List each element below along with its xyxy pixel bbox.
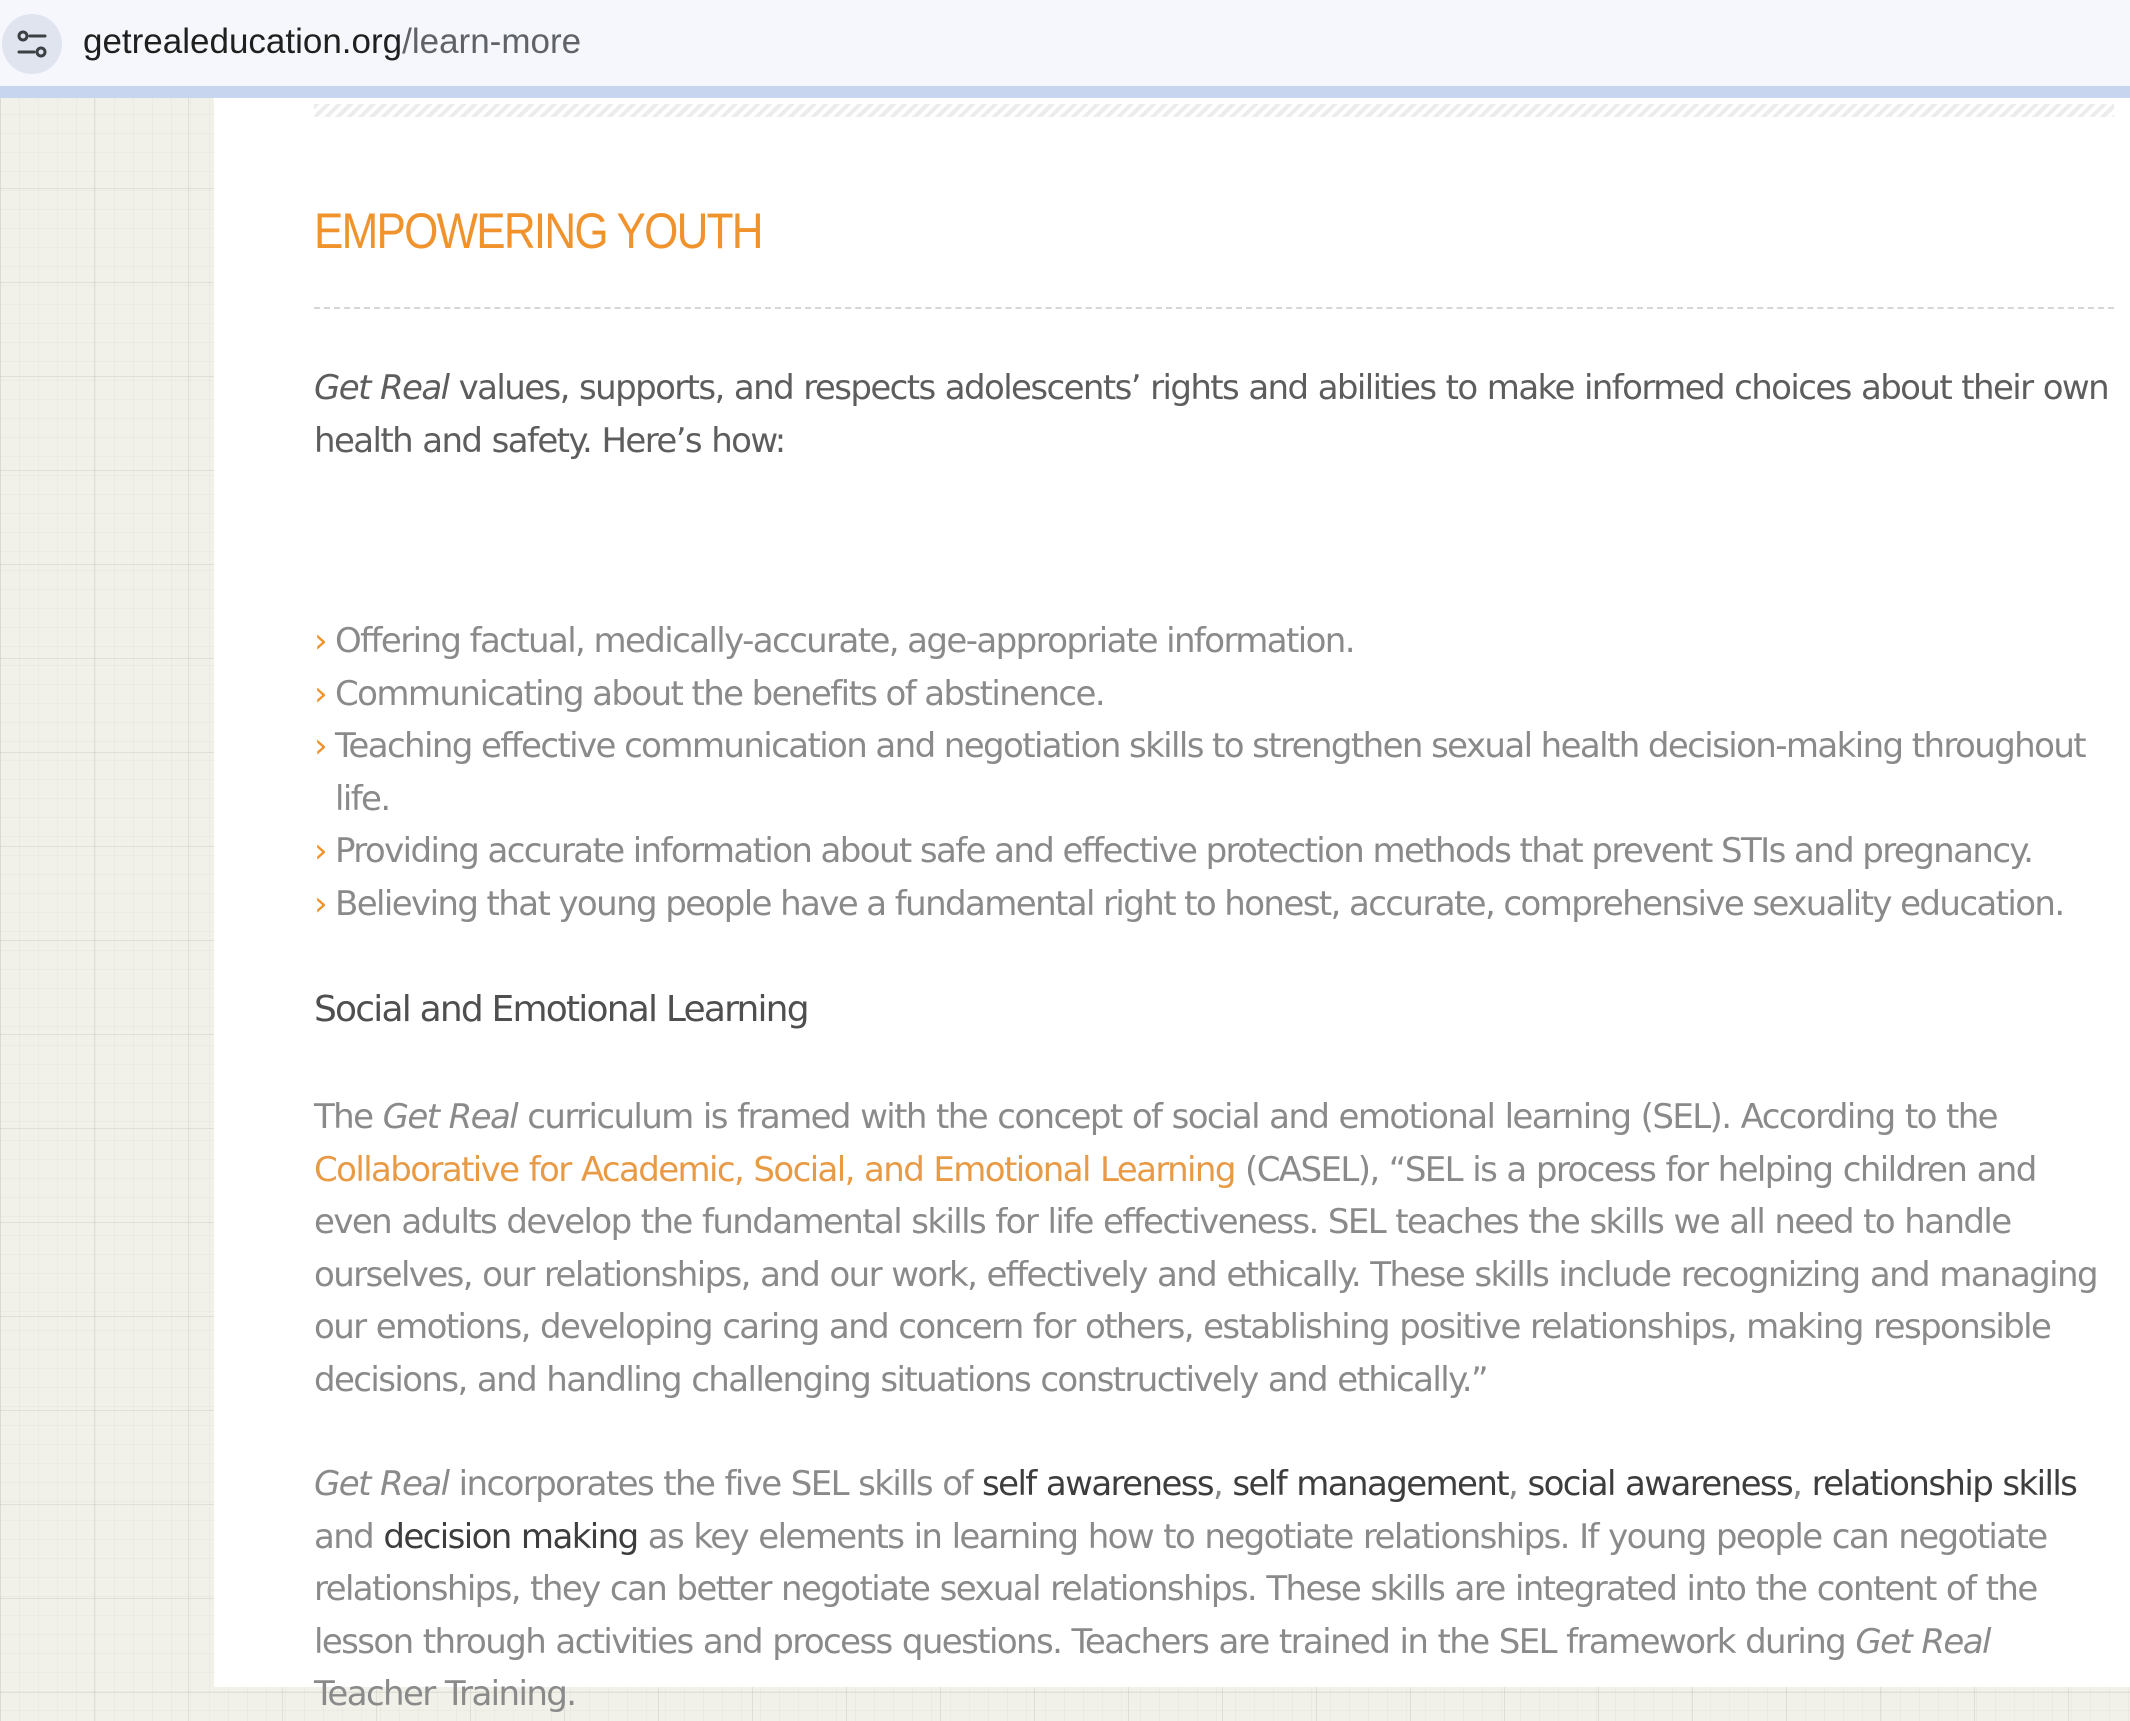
skills-text-1: incorporates the five SEL skills of: [448, 1464, 983, 1504]
chevron-right-icon: ›: [314, 673, 326, 714]
site-info-button[interactable]: [2, 14, 62, 74]
skills-comma: ,: [1213, 1464, 1233, 1504]
intro-paragraph: [314, 362, 2116, 467]
list-item-text: Offering factual, medically-accurate, age-appropriate information.: [335, 621, 1354, 661]
sel-text-2: curriculum is framed with the concept of social and emotional learning (SEL). According to the: [517, 1097, 1997, 1137]
casel-link[interactable]: Collaborative for Academic, Social, and Emotional Learning: [314, 1149, 1235, 1190]
skill-social-awareness: social awareness: [1527, 1464, 1793, 1504]
sel-heading: Social and Emotional Learning: [314, 989, 808, 1030]
list-item: [314, 615, 2124, 668]
chevron-right-icon: ›: [314, 726, 326, 766]
sel-text-1: The: [314, 1097, 383, 1137]
list-item-text: Providing accurate information about safe and effective protection methods that prevent STIs and pregnancy.: [335, 831, 2033, 871]
skills-text-3: as key elements in learning how to negotiate relationships. If young people can negotiate relationships, they can better negotiate sexual relationships. These skills are integrated into the content of the lesson through activities and process questions. Teachers are trained in the SEL framework during: [314, 1516, 2047, 1662]
skills-em: Get Real: [314, 1464, 449, 1504]
url-field[interactable]: [83, 18, 581, 66]
page-title: EMPOWERING YOUTH: [314, 203, 762, 259]
skill-self-management: self management: [1232, 1464, 1509, 1504]
chevron-right-icon: ›: [314, 831, 326, 871]
skills-em-2: Get Real: [1855, 1621, 1990, 1662]
skill-decision-making: decision making: [383, 1516, 638, 1557]
decorative-hatch-rule: [314, 104, 2114, 117]
chevron-right-icon: ›: [314, 883, 326, 924]
skill-self-awareness: self awareness: [982, 1464, 1213, 1504]
sel-em: Get Real: [382, 1097, 518, 1137]
title-divider: [314, 307, 2114, 309]
list-item: [314, 878, 2124, 931]
list-item: [314, 720, 2124, 825]
content-panel: [214, 98, 2130, 1714]
list-item-text: Communicating about the benefits of abstinence.: [335, 673, 1105, 714]
list-item-text: Believing that young people have a fundamental right to honest, accurate, comprehensive sexuality education.: [335, 883, 2064, 924]
browser-address-bar: [0, 0, 2130, 98]
url-host: getrealeducation.org: [83, 22, 403, 61]
tune-icon: [14, 26, 50, 62]
intro-text: values, supports, and respects adolescents’ rights and abilities to make informed choices about their own health and safety. Here’s how:: [314, 368, 2109, 461]
list-item-text: Teaching effective communication and negotiation skills to strengthen sexual health decision-making throughout life.: [335, 726, 2086, 819]
sel-paragraph: [314, 1091, 2116, 1406]
values-list: [314, 615, 2124, 930]
list-item: [314, 825, 2124, 878]
url-path: /learn-more: [402, 22, 582, 61]
chevron-right-icon: ›: [314, 621, 326, 661]
skills-paragraph: [314, 1458, 2116, 1721]
skills-text-2: and: [314, 1516, 384, 1557]
skill-relationship-skills: relationship skills: [1811, 1464, 2077, 1504]
skills-text-4: Teacher Training.: [314, 1674, 576, 1714]
sel-text-3: (CASEL), “SEL is a process for helping children and even adults develop the fundamental skills for life effectiveness. SEL teaches the skills we all need to handle ourselves, our relationships, and our work, effectively and ethically. These skills include recognizing and managing our emotions, developing caring and concern for others, establishing positive relationships, making responsible decisions, and handling challenging situations constructively and ethically.”: [314, 1149, 2097, 1400]
skills-comma: ,: [1792, 1464, 1812, 1504]
list-item: [314, 668, 2124, 721]
skills-comma: ,: [1508, 1464, 1528, 1504]
intro-em: Get Real: [314, 368, 449, 408]
